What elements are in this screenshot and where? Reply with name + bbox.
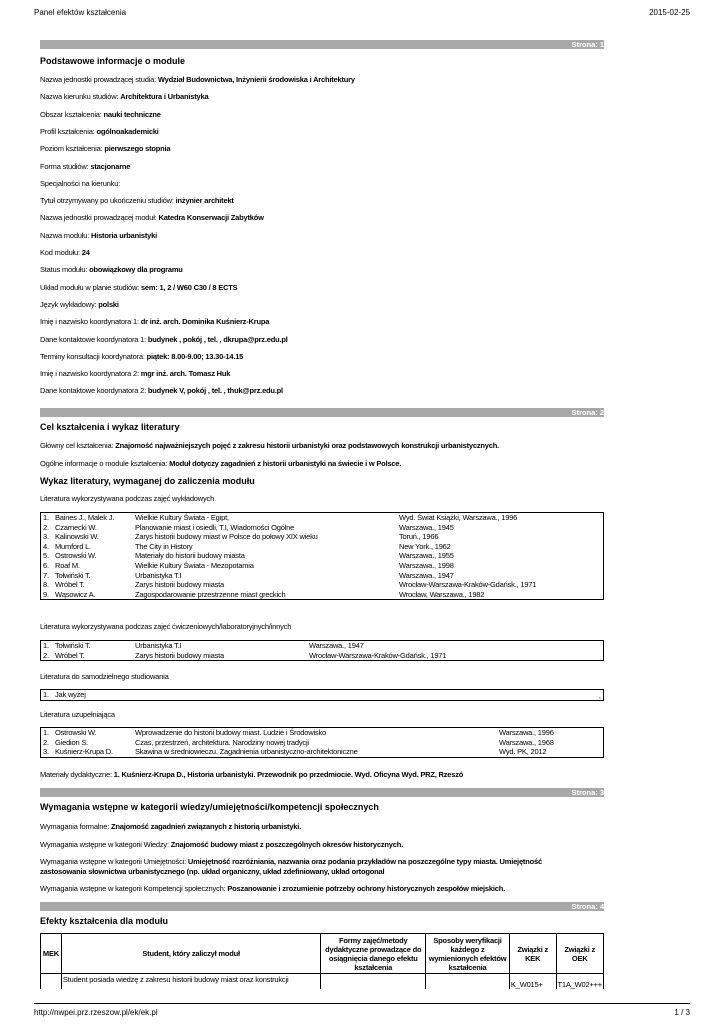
literature-cell: Tołwiński T. — [55, 570, 91, 580]
literature-row — [41, 523, 604, 533]
info-row: Specjalności na kierunku: — [40, 178, 121, 188]
extra-literature-label: Literatura uzupełniająca — [40, 710, 115, 719]
literature-cell: 9. — [43, 589, 49, 599]
literature-cell: Wrocław, Warszawa., 1982 — [399, 589, 485, 599]
literature-cell: Kuśnierz-Krupa D. — [55, 747, 113, 757]
literature-cell: Wrocław-Warszawa-Kraków-Gdańsk., 1971 — [309, 650, 447, 660]
info-row: Dane kontaktowe koordynatora 2: budynek V, pokój , tel. , thuk@prz.edu.pl — [40, 386, 283, 396]
page-bar-1 — [40, 40, 604, 49]
literature-cell: Wróbel T. — [55, 580, 85, 590]
lecture-literature-table — [40, 512, 604, 600]
oek-value: T1A_W02+++ — [556, 974, 604, 989]
literature-cell: 6. — [43, 560, 49, 570]
literature-cell: Warszawa., 1955 — [399, 551, 454, 561]
literature-cell: Wyd. Świat Książki, Warszawa., 1996 — [399, 513, 518, 522]
info-row: Nazwa jednostki prowadzącej studia: Wydział Budownictwa, Inżynierii środowiska i Architektury — [40, 75, 355, 84]
literature-cell: Skawina w średniowieczu. Zagadnienia urbanistyczno-architektoniczne — [135, 747, 358, 757]
literature-cell — [133, 690, 397, 701]
literature-cell: Kalinowski W. — [55, 532, 99, 542]
literature-cell: Wielkie Kultury Świata - Mezopotamia — [135, 560, 254, 570]
literature-cell: 4. — [43, 541, 49, 551]
info-row: Poziom kształcenia: pierwszego stopnia — [40, 144, 171, 154]
literature-row — [41, 532, 604, 542]
literature-row — [41, 571, 604, 581]
info-row: Imię i nazwisko koordynatora 1: dr inż. arch. Dominika Kuśnierz-Krupa — [40, 317, 270, 327]
footer-page-number: 1 / 3 — [674, 1008, 690, 1017]
section-title-requirements: Wymagania wstępne w kategorii wiedzy/umiejętności/kompetencji społecznych — [40, 802, 379, 812]
formal-requirements: Wymagania formalne: Znajomość zagadnień związanych z historią urbanistyki. — [40, 822, 302, 831]
literature-cell: Zarys historii budowy miast w Polsce do połowy XIX wieku — [135, 532, 318, 542]
info-row: Terminy konsultacji koordynatora: piątek: 8.00-9.00; 13.30-14.15 — [40, 351, 244, 361]
page-bar-4 — [40, 902, 604, 911]
outcomes-table — [40, 933, 604, 989]
literature-cell: 2. — [43, 522, 49, 532]
info-row: Nazwa kierunku studiów: Architektura i Urbanistyka — [40, 92, 209, 102]
footer-url[interactable]: http://nwpei.prz.rzeszow.pl/ek/ek.pl — [34, 1008, 158, 1017]
literature-cell: Wprowadzenie do historii budowy miast. Ludzie i Środowisko — [135, 728, 326, 737]
literature-cell: 2. — [43, 737, 49, 747]
literature-cell: Wrocław-Warszawa-Kraków-Gdańsk., 1971 — [399, 580, 537, 590]
literature-cell: Wróbel T. — [55, 650, 85, 660]
literature-cell: Zarys historii budowy miasta — [135, 650, 225, 660]
literature-row — [41, 738, 604, 748]
info-row: Status modułu: obowiązkowy dla programu — [40, 265, 183, 275]
literature-row — [41, 561, 604, 571]
literature-cell: Roaf M. — [55, 560, 80, 570]
literature-cell: Materiały do historii budowy miasta — [135, 551, 245, 561]
info-row: Forma studiów: stacjonarne — [40, 161, 131, 171]
col-kek: Związki z KEK — [509, 934, 556, 974]
literature-cell: Planowanie miast i osiedli, T.I, Wiadomości Ogólne — [135, 522, 295, 532]
literature-row — [41, 590, 604, 600]
literature-cell: Tołwiński T. — [55, 641, 91, 650]
page-label: Strona: 2 — [571, 408, 604, 417]
literature-row — [41, 551, 604, 561]
literature-cell: 3. — [43, 532, 49, 542]
print-date: 2015-02-25 — [649, 8, 690, 17]
page-label: Strona: 1 — [571, 40, 604, 49]
literature-cell: 3. — [43, 747, 49, 757]
info-row: Nazwa modułu: Historia urbanistyki — [40, 230, 158, 240]
literature-cell: Urbanistyka T.I — [135, 641, 182, 650]
info-row: Dane kontaktowe koordynatora 1: budynek , pokój , tel. , dkrupa@prz.edu.pl — [40, 334, 288, 344]
info-line: Ogólne informacje o module kształcenia: Moduł dotyczy zagadnień z historii urbanistyki na świecie i w Polsce. — [40, 459, 402, 468]
literature-cell: Warszawa., 1998 — [399, 560, 454, 570]
info-row: Język wykładowy: polski — [40, 299, 119, 309]
literature-cell: Warszawa., 1947 — [399, 570, 454, 580]
page-bar-3 — [40, 788, 604, 797]
info-row: Tytuł otrzymywany po ukończeniu studiów: inżynier architekt — [40, 196, 234, 206]
skills-requirements-cont: zastosowania słownictwa urbanistycznego (np. układ organiczny, układ zdefiniowany, układ ortogonal — [40, 867, 385, 876]
literature-cell: Urbanistyka T.I — [135, 570, 182, 580]
literature-row — [41, 747, 604, 757]
section-title-goal: Cel kształcenia i wykaz literatury — [40, 422, 180, 432]
literature-cell: Baines J., Malek J. — [55, 513, 115, 522]
literature-cell: Mumford L. — [55, 541, 91, 551]
literature-cell: Wielkie Kultury Świata - Egipt, — [135, 513, 229, 522]
info-row: Obszar kształcenia: nauki techniczne — [40, 109, 161, 119]
browser-page-title: Panel efektów kształcenia — [34, 8, 127, 17]
literature-cell: 1. — [43, 690, 49, 699]
info-row: Układ modułu w planie studiów: sem: 1, 2 / W60 C30 / 8 ECTS — [40, 282, 238, 292]
literature-cell: Jak wyżej — [55, 690, 86, 699]
literature-cell: Czarnecki W. — [55, 522, 97, 532]
info-row: Kod modułu: 24 — [40, 248, 90, 257]
literature-title: Wykaz literatury, wymaganej do zaliczenia modułu — [40, 476, 255, 486]
literature-cell: Wąsowicz A. — [55, 589, 96, 599]
literature-cell: Zarys historii budowy miasta — [135, 580, 225, 590]
exercise-literature-table — [40, 640, 604, 661]
literature-row — [41, 542, 604, 552]
self-literature-table — [40, 689, 604, 701]
info-row: Nazwa jednostki prowadzącej moduł: Katedra Konserwacji Zabytków — [40, 213, 264, 223]
goal-line: Główny cel kształcenia: Znajomość najważniejszych pojęć z zakresu historii urbanistyki oraz podstawowych konstrukcji urbanistycznych. — [40, 441, 499, 450]
literature-cell: 7. — [43, 570, 49, 580]
literature-row — [41, 651, 604, 661]
page-label: Strona: 3 — [571, 788, 604, 797]
extra-literature-table — [40, 727, 604, 758]
literature-cell: Warszawa., 1996 — [499, 728, 554, 737]
literature-row — [41, 513, 604, 523]
literature-row — [41, 728, 604, 738]
literature-cell: Zagospodarowanie przestrzenne miast greckich — [135, 589, 286, 599]
literature-cell: Wyd. PK, 2012 — [499, 747, 547, 757]
literature-cell: Toruń., 1966 — [399, 532, 439, 542]
literature-cell: Ostrowski W. — [55, 551, 97, 561]
section-title-outcomes: Efekty kształcenia dla modułu — [40, 916, 169, 926]
col-student: Student, który zaliczył moduł — [61, 934, 320, 974]
literature-cell: 5. — [43, 551, 49, 561]
lecture-literature-label: Literatura wykorzystywana podczas zajęć wykładowych — [40, 494, 215, 503]
literature-cell: 8. — [43, 580, 49, 590]
literature-cell: The City in History — [135, 541, 193, 551]
social-requirements: Wymagania wstępne w kategorii Kompetencji społecznych: Poszanowanie i zrozumienie potrzeby ochrony historycznych zespołów miejskich. — [40, 884, 505, 893]
col-verification: Sposoby weryfikacji każdego z wymienionych efektów kształcenia — [426, 934, 510, 974]
literature-cell: 1. — [43, 728, 49, 737]
section-title-basic: Podstawowe informacje o module — [40, 56, 186, 66]
literature-cell: 1. — [43, 513, 49, 522]
materials-line: Materiały dydaktyczne: 1. Kuśnierz-Krupa D., Historia urbanistyki. Przewodnik po przedmiocie. Wyd. Oficyna Wyd. PRZ, Rzeszó — [40, 770, 464, 779]
info-row: Profil kształcenia: ogólnoakademicki — [40, 126, 159, 136]
literature-cell: Giedion S. — [55, 737, 89, 747]
knowledge-requirements: Wymagania wstępne w kategorii Wiedzy: Znajomość budowy miast z poszczególnych okresów historycznych. — [40, 840, 403, 849]
self-literature-label: Literatura do samodzielnego studiowania — [40, 672, 169, 681]
literature-row — [41, 641, 604, 651]
literature-cell: 1. — [43, 641, 49, 650]
literature-cell: Warszawa., 1945 — [399, 522, 454, 532]
literature-row — [41, 580, 604, 590]
exercise-literature-label: Literatura wykorzystywana podczas zajęć ćwiczeniowych/laboratoryjnych/innych — [40, 622, 292, 631]
skills-requirements: Wymagania wstępne w kategorii Umiejętności: Umiejętność rozróżniania, nazwania oraz podania przykładów na poszczególne typy miasta. Umiejętność — [40, 857, 542, 866]
col-mek: MEK — [41, 934, 62, 974]
literature-cell: 2. — [43, 650, 49, 660]
literature-cell: Ostrowski W. — [55, 728, 97, 737]
outcome-row-1: Student posiada wiedzę z zakresu historii budowy miast oraz konstrukcji — [61, 974, 320, 989]
literature-cell: Warszawa., 1968 — [499, 737, 554, 747]
kek-value: K_W015+ — [509, 974, 556, 989]
col-oek: Związki z OEK — [556, 934, 604, 974]
info-row: Imię i nazwisko koordynatora 2: mgr inż. arch. Tomasz Huk — [40, 369, 231, 379]
col-forms: Formy zajęć/metody dydaktyczne prowadzące do osiągnięcia danego efektu kształcenia — [321, 934, 426, 974]
literature-cell: New York., 1962 — [399, 541, 451, 551]
literature-cell: Warszawa., 1947 — [309, 641, 364, 650]
page-label: Strona: 4 — [571, 902, 604, 911]
literature-cell: ¸ — [598, 690, 601, 699]
page-bar-2 — [40, 408, 604, 417]
literature-row — [41, 690, 604, 701]
literature-cell: Czas, przestrzeń, architektura. Narodziny nowej tradycji — [135, 737, 309, 747]
